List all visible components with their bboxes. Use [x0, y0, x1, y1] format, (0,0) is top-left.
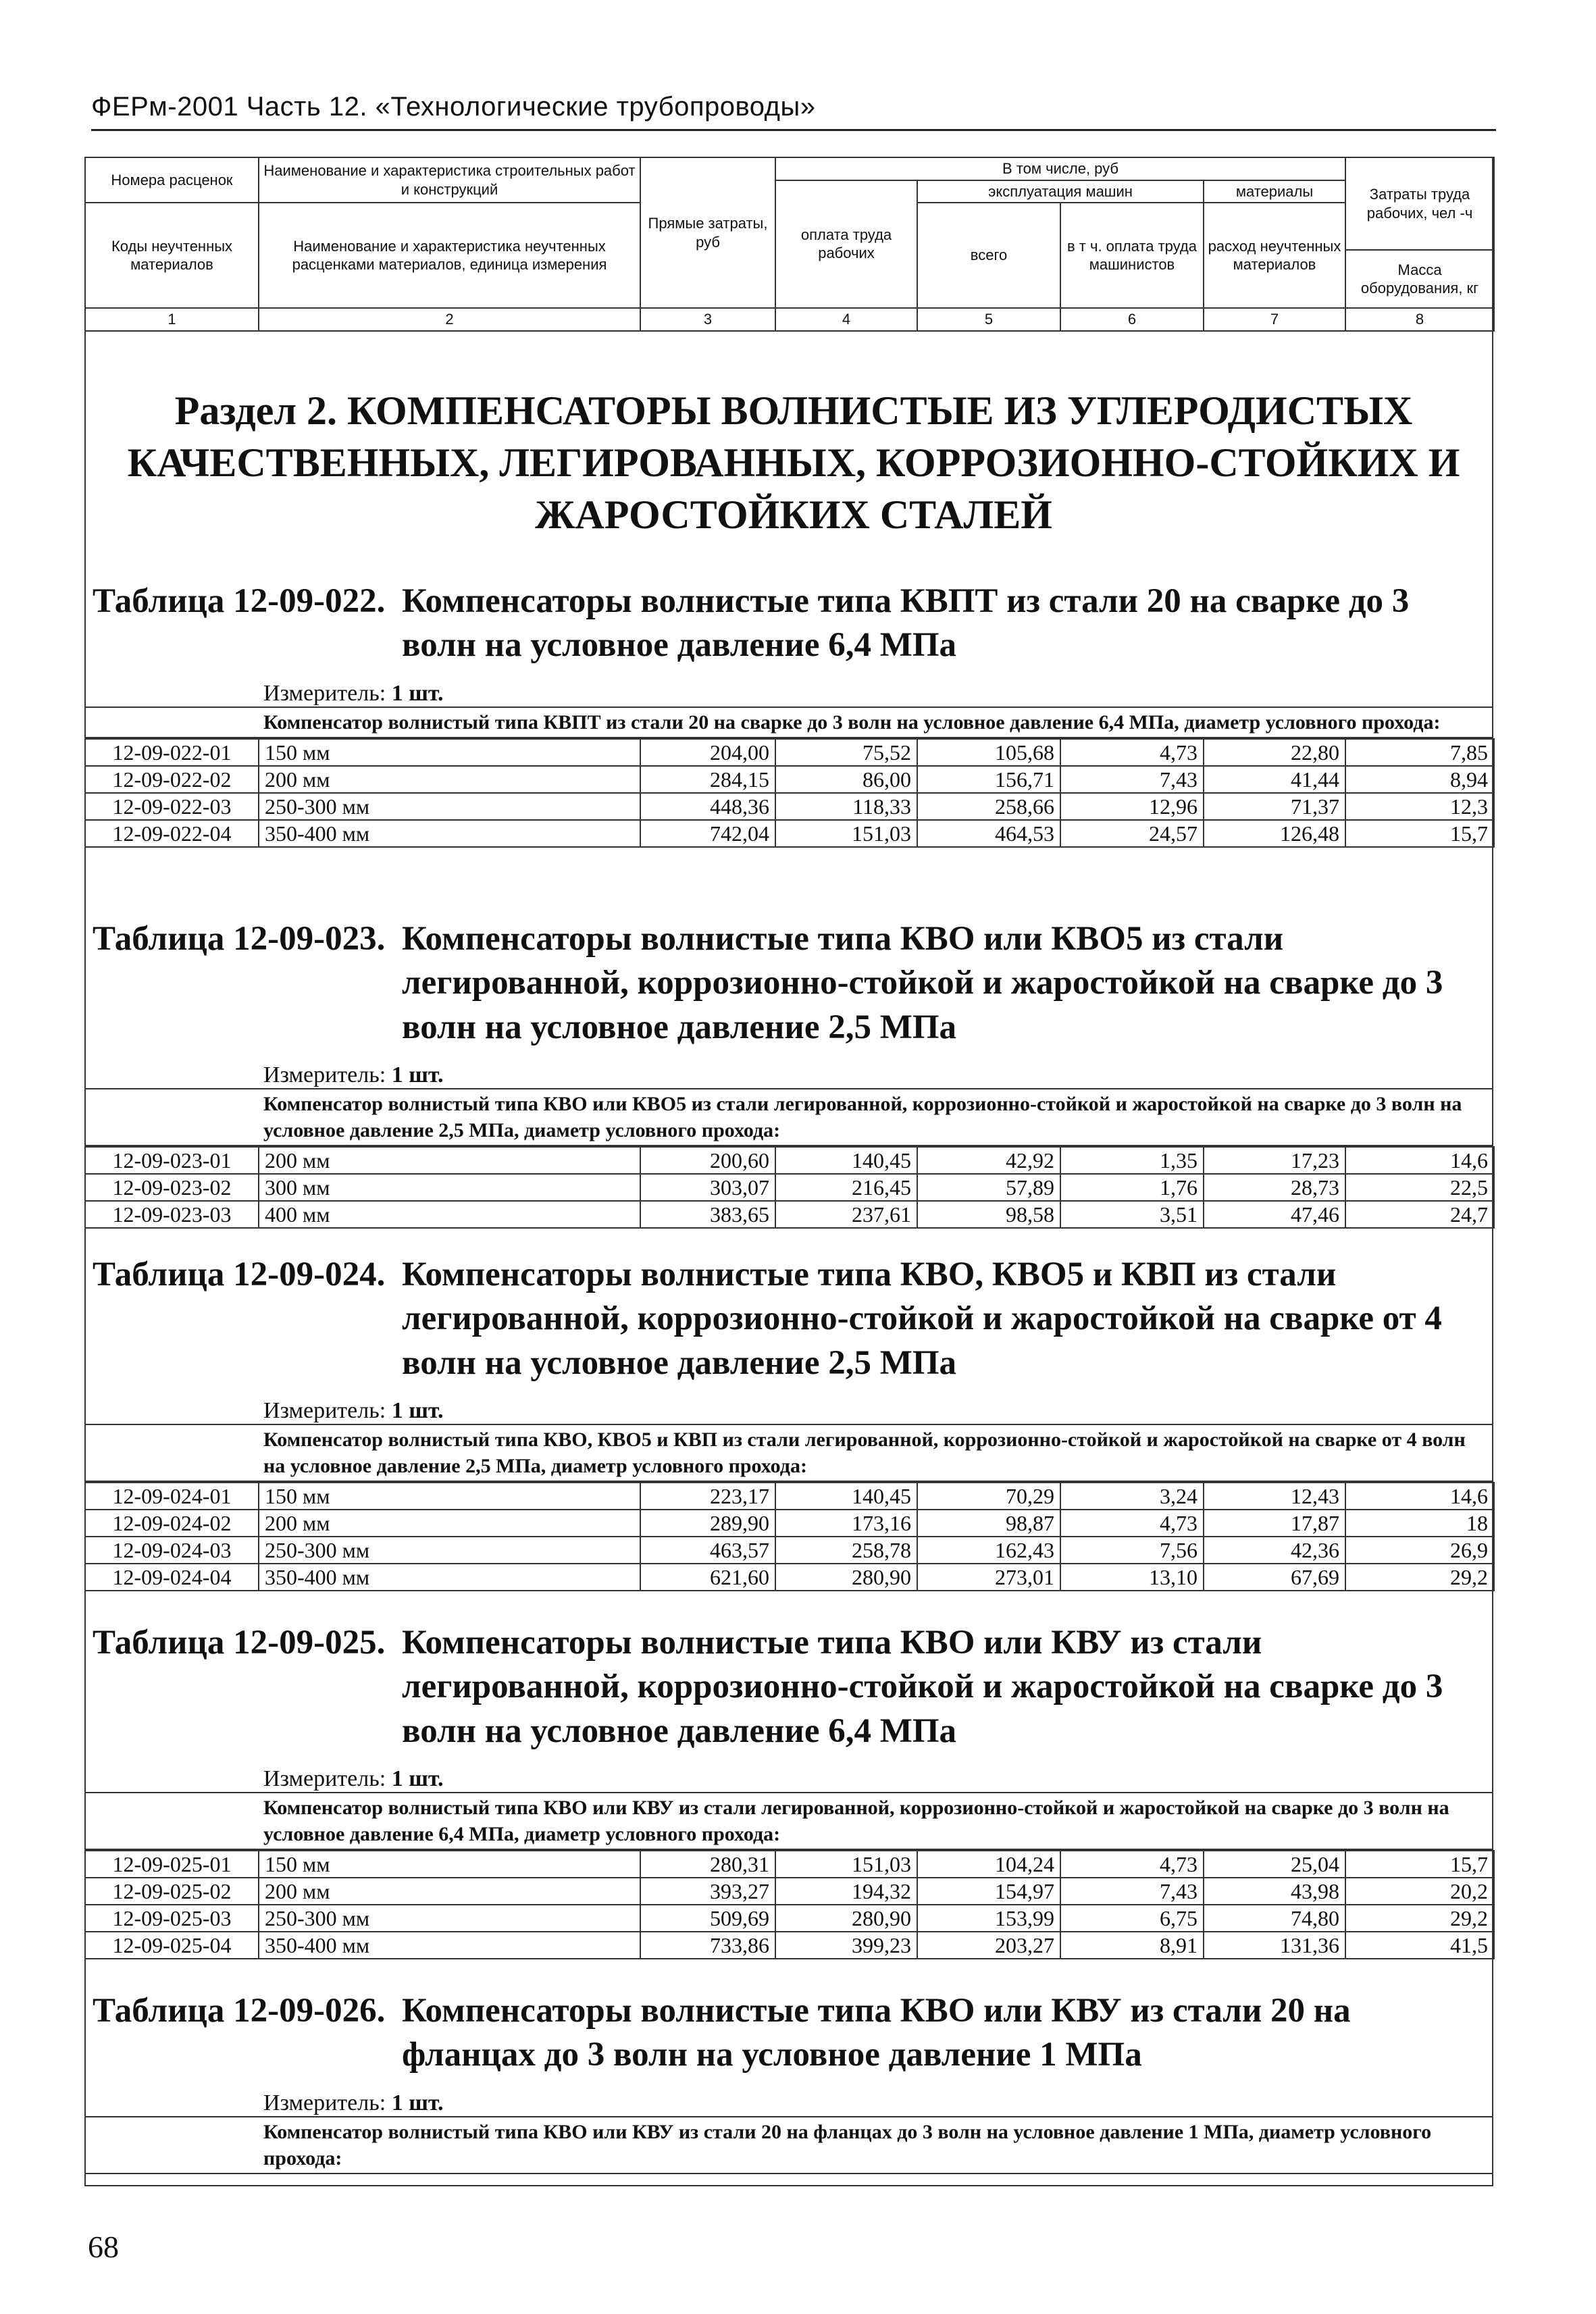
labor-costs-cell: 15,7: [1345, 1851, 1494, 1878]
header-direct-costs: Прямые затраты, руб: [640, 157, 775, 308]
table-row: [85, 1201, 1494, 1228]
material-usage-cell: 71,37: [1204, 793, 1345, 820]
table-number: Таблица 12-09-022.: [93, 582, 386, 620]
table-block-024: [84, 1253, 1493, 1591]
operator-pay-cell: 3,24: [1060, 1483, 1204, 1510]
operator-pay-cell: 4,73: [1060, 1851, 1204, 1878]
direct-costs-cell: 383,65: [640, 1201, 775, 1228]
direct-costs-cell: 223,17: [640, 1483, 775, 1510]
table-heading: [84, 1621, 1493, 1753]
direct-costs-cell: 509,69: [640, 1905, 775, 1932]
worker-pay-cell: 75,52: [775, 739, 917, 766]
rate-code-cell: 12-09-024-04: [85, 1564, 259, 1591]
labor-costs-cell: 14,6: [1345, 1147, 1494, 1174]
labor-costs-cell: 12,3: [1345, 793, 1494, 820]
worker-pay-cell: 280,90: [775, 1564, 917, 1591]
rate-code-cell: 12-09-025-04: [85, 1932, 259, 1959]
rate-code-cell: 12-09-024-03: [85, 1537, 259, 1564]
operator-pay-cell: 7,56: [1060, 1537, 1204, 1564]
unit-label: Измеритель:: [263, 1766, 386, 1791]
machine-total-cell: 258,66: [917, 793, 1060, 820]
table-number: Таблица 12-09-025.: [93, 1624, 386, 1662]
labor-costs-cell: 14,6: [1345, 1483, 1494, 1510]
table-row: [85, 1537, 1494, 1564]
column-number: 7: [1204, 308, 1345, 331]
direct-costs-cell: 742,04: [640, 820, 775, 847]
table-block-025: [84, 1621, 1493, 1959]
table-row: [85, 739, 1494, 766]
machine-total-cell: 98,87: [917, 1510, 1060, 1537]
table-number: Таблица 12-09-026.: [93, 1992, 386, 2030]
worker-pay-cell: 258,78: [775, 1537, 917, 1564]
table-row: [85, 1564, 1494, 1591]
rate-code-cell: 12-09-025-02: [85, 1878, 259, 1905]
operator-pay-cell: 3,51: [1060, 1201, 1204, 1228]
diameter-cell: 150 мм: [259, 1851, 640, 1878]
diameter-cell: 150 мм: [259, 739, 640, 766]
material-usage-cell: 22,80: [1204, 739, 1345, 766]
rate-code-cell: 12-09-024-01: [85, 1483, 259, 1510]
table-caption: Компенсатор волнистый типа КВО или КВУ из стали легированной, коррозионно-стойкой и жаростойкой на сварке до 3 волн на условное давление 6,4 МПа, диаметр условного прохода:: [84, 1792, 1493, 1850]
table-block-023: [84, 917, 1493, 1229]
measurement-unit: [263, 1397, 1493, 1424]
table-number: Таблица 12-09-024.: [93, 1256, 386, 1293]
column-header-table: [84, 157, 1495, 332]
table-row: [85, 820, 1494, 847]
labor-costs-cell: 24,7: [1345, 1201, 1494, 1228]
labor-costs-cell: 7,85: [1345, 739, 1494, 766]
table-title: Компенсаторы волнистые типа КВО или КВУ из стали легированной, коррозионно-стойкой и жаростойкой на сварке до 3 волн на условное давление 6,4 МПа: [402, 1624, 1443, 1750]
table-row: [85, 793, 1494, 820]
material-usage-cell: 17,23: [1204, 1147, 1345, 1174]
table-row: [85, 1483, 1494, 1510]
diameter-cell: 200 мм: [259, 1878, 640, 1905]
unit-label: Измеритель:: [263, 1062, 386, 1087]
header-worker-pay: оплата труда рабочих: [775, 180, 917, 309]
operator-pay-cell: 6,75: [1060, 1905, 1204, 1932]
unit-value: 1 шт.: [391, 1766, 444, 1791]
header-in-that: В том числе, руб: [775, 157, 1345, 180]
machine-total-cell: 464,53: [917, 820, 1060, 847]
material-usage-cell: 41,44: [1204, 766, 1345, 793]
direct-costs-cell: 200,60: [640, 1147, 775, 1174]
worker-pay-cell: 151,03: [775, 820, 917, 847]
header-machine-operation: эксплуатация машин: [917, 180, 1204, 203]
worker-pay-cell: 280,90: [775, 1905, 917, 1932]
table-heading: [84, 1253, 1493, 1385]
material-usage-cell: 126,48: [1204, 820, 1345, 847]
rate-code-cell: 12-09-022-01: [85, 739, 259, 766]
material-usage-cell: 28,73: [1204, 1174, 1345, 1201]
column-number: 4: [775, 308, 917, 331]
machine-total-cell: 42,92: [917, 1147, 1060, 1174]
table-row: [85, 1510, 1494, 1537]
measurement-unit: [263, 2090, 1493, 2116]
labor-costs-cell: 8,94: [1345, 766, 1494, 793]
diameter-cell: 350-400 мм: [259, 820, 640, 847]
column-number: 5: [917, 308, 1060, 331]
operator-pay-cell: 24,57: [1060, 820, 1204, 847]
machine-total-cell: 70,29: [917, 1483, 1060, 1510]
worker-pay-cell: 216,45: [775, 1174, 917, 1201]
diameter-cell: 200 мм: [259, 1147, 640, 1174]
machine-total-cell: 104,24: [917, 1851, 1060, 1878]
header-machine-total: всего: [917, 203, 1060, 308]
unit-value: 1 шт.: [391, 2090, 444, 2115]
labor-costs-cell: 41,5: [1345, 1932, 1494, 1959]
worker-pay-cell: 194,32: [775, 1878, 917, 1905]
machine-total-cell: 105,68: [917, 739, 1060, 766]
worker-pay-cell: 399,23: [775, 1932, 917, 1959]
operator-pay-cell: 7,43: [1060, 1878, 1204, 1905]
table-row: [85, 1932, 1494, 1959]
table-row: [85, 1905, 1494, 1932]
worker-pay-cell: 237,61: [775, 1201, 917, 1228]
diameter-cell: 400 мм: [259, 1201, 640, 1228]
operator-pay-cell: 8,91: [1060, 1932, 1204, 1959]
measurement-unit: [263, 1062, 1493, 1088]
diameter-cell: 150 мм: [259, 1483, 640, 1510]
material-usage-cell: 43,98: [1204, 1878, 1345, 1905]
diameter-cell: 250-300 мм: [259, 1537, 640, 1564]
unit-label: Измеритель:: [263, 1397, 386, 1423]
direct-costs-cell: 463,57: [640, 1537, 775, 1564]
labor-costs-cell: 29,2: [1345, 1905, 1494, 1932]
rate-code-cell: 12-09-023-03: [85, 1201, 259, 1228]
direct-costs-cell: 448,36: [640, 793, 775, 820]
machine-total-cell: 154,97: [917, 1878, 1060, 1905]
direct-costs-cell: 621,60: [640, 1564, 775, 1591]
labor-costs-cell: 15,7: [1345, 820, 1494, 847]
header-materials: материалы: [1204, 180, 1345, 203]
rate-code-cell: 12-09-025-01: [85, 1851, 259, 1878]
rates-table: [84, 1482, 1495, 1591]
rates-table: [84, 1146, 1495, 1229]
material-usage-cell: 74,80: [1204, 1905, 1345, 1932]
unit-label: Измеритель:: [263, 680, 386, 706]
header-rate-numbers: Номера расценок: [85, 157, 259, 203]
table-caption: Компенсатор волнистый типа КВО или КВО5 из стали легированной, коррозионно-стойкой и жаростойкой на сварке до 3 волн на условное давление 2,5 МПа, диаметр условного прохода:: [84, 1088, 1493, 1146]
diameter-cell: 200 мм: [259, 1510, 640, 1537]
machine-total-cell: 156,71: [917, 766, 1060, 793]
operator-pay-cell: 12,96: [1060, 793, 1204, 820]
column-number: 1: [85, 308, 259, 331]
diameter-cell: 350-400 мм: [259, 1564, 640, 1591]
operator-pay-cell: 1,35: [1060, 1147, 1204, 1174]
direct-costs-cell: 393,27: [640, 1878, 775, 1905]
direct-costs-cell: 303,07: [640, 1174, 775, 1201]
header-material-codes: Коды неучтенных материалов: [85, 203, 259, 308]
material-usage-cell: 131,36: [1204, 1932, 1345, 1959]
material-usage-cell: 42,36: [1204, 1537, 1345, 1564]
table-block-022: [84, 580, 1493, 848]
machine-total-cell: 162,43: [917, 1537, 1060, 1564]
table-heading: [84, 580, 1493, 668]
header-work-name: Наименование и характеристика строительных работ и конструкций: [259, 157, 640, 203]
unit-value: 1 шт.: [391, 1397, 444, 1423]
table-row: [85, 1147, 1494, 1174]
header-labor-costs: Затраты труда рабочих, чел -ч: [1345, 157, 1494, 250]
column-number: 8: [1345, 308, 1494, 331]
page-header: ФЕРм-2001 Часть 12. «Технологические трубопроводы»: [91, 92, 1496, 131]
worker-pay-cell: 86,00: [775, 766, 917, 793]
header-material-name: Наименование и характеристика неучтенных расценками материалов, единица измерения: [259, 203, 640, 308]
table-heading: [84, 1989, 1493, 2078]
column-number: 3: [640, 308, 775, 331]
measurement-unit: [263, 680, 1493, 706]
rate-code-cell: 12-09-022-04: [85, 820, 259, 847]
table-number: Таблица 12-09-023.: [93, 920, 386, 958]
diameter-cell: 300 мм: [259, 1174, 640, 1201]
table-title: Компенсаторы волнистые типа КВПТ из стали 20 на сварке до 3 волн на условное давление 6,4 МПа: [402, 582, 1410, 665]
labor-costs-cell: 26,9: [1345, 1537, 1494, 1564]
direct-costs-cell: 733,86: [640, 1932, 775, 1959]
rates-table: [84, 1850, 1495, 1959]
header-equipment-mass: Масса оборудования, кг: [1345, 250, 1494, 308]
material-usage-cell: 25,04: [1204, 1851, 1345, 1878]
table-row: [85, 1851, 1494, 1878]
material-usage-cell: 47,46: [1204, 1201, 1345, 1228]
machine-total-cell: 98,58: [917, 1201, 1060, 1228]
direct-costs-cell: 289,90: [640, 1510, 775, 1537]
diameter-cell: 250-300 мм: [259, 1905, 640, 1932]
table-caption: Компенсатор волнистый типа КВПТ из стали 20 на сварке до 3 волн на условное давление 6,4 МПа, диаметр условного прохода:: [84, 706, 1493, 738]
operator-pay-cell: 4,73: [1060, 1510, 1204, 1537]
worker-pay-cell: 118,33: [775, 793, 917, 820]
machine-total-cell: 57,89: [917, 1174, 1060, 1201]
measurement-unit: [263, 1766, 1493, 1792]
direct-costs-cell: 284,15: [640, 766, 775, 793]
table-caption: Компенсатор волнистый типа КВО или КВУ из стали 20 на фланцах до 3 волн на условное давление 1 МПа, диаметр условного прохода:: [84, 2116, 1493, 2174]
table-title: Компенсаторы волнистые типа КВО, КВО5 и КВП из стали легированной, коррозионно-стойкой и жаростойкой на сварке от 4 волн на условное давление 2,5 МПа: [402, 1256, 1442, 1382]
labor-costs-cell: 22,5: [1345, 1174, 1494, 1201]
column-number: 6: [1060, 308, 1204, 331]
table-row: [85, 766, 1494, 793]
worker-pay-cell: 140,45: [775, 1483, 917, 1510]
material-usage-cell: 67,69: [1204, 1564, 1345, 1591]
column-number: 2: [259, 308, 640, 331]
table-caption: Компенсатор волнистый типа КВО, КВО5 и КВП из стали легированной, коррозионно-стойкой и жаростойкой на сварке от 4 волн на условное давление 2,5 МПа, диаметр условного прохода:: [84, 1424, 1493, 1482]
rate-code-cell: 12-09-023-01: [85, 1147, 259, 1174]
operator-pay-cell: 13,10: [1060, 1564, 1204, 1591]
rates-table: [84, 738, 1495, 848]
operator-pay-cell: 7,43: [1060, 766, 1204, 793]
direct-costs-cell: 204,00: [640, 739, 775, 766]
labor-costs-cell: 18: [1345, 1510, 1494, 1537]
table-title: Компенсаторы волнистые типа КВО или КВУ из стали 20 на фланцах до 3 волн на условное давление 1 МПа: [402, 1992, 1351, 2074]
labor-costs-cell: 29,2: [1345, 1564, 1494, 1591]
table-heading: [84, 917, 1493, 1050]
operator-pay-cell: 1,76: [1060, 1174, 1204, 1201]
table-block-026: [84, 1989, 1493, 2174]
header-material-usage: расход неучтенных материалов: [1204, 203, 1345, 308]
page-number: 68: [88, 2230, 119, 2264]
rate-code-cell: 12-09-024-02: [85, 1510, 259, 1537]
machine-total-cell: 273,01: [917, 1564, 1060, 1591]
diameter-cell: 350-400 мм: [259, 1932, 640, 1959]
diameter-cell: 200 мм: [259, 766, 640, 793]
section-title: Раздел 2. КОМПЕНСАТОРЫ ВОЛНИСТЫЕ ИЗ УГЛЕРОДИСТЫХ КАЧЕСТВЕННЫХ, ЛЕГИРОВАННЫХ, КОРРОЗИОННО-СТОЙКИХ И ЖАРОСТОЙКИХ СТАЛЕЙ: [127, 388, 1460, 537]
header-operator-pay: в т ч. оплата труда машинистов: [1060, 203, 1204, 308]
machine-total-cell: 203,27: [917, 1932, 1060, 1959]
rate-code-cell: 12-09-023-02: [85, 1174, 259, 1201]
machine-total-cell: 153,99: [917, 1905, 1060, 1932]
rate-code-cell: 12-09-022-02: [85, 766, 259, 793]
material-usage-cell: 12,43: [1204, 1483, 1345, 1510]
worker-pay-cell: 173,16: [775, 1510, 917, 1537]
table-title: Компенсаторы волнистые типа КВО или КВО5 из стали легированной, коррозионно-стойкой и жаростойкой на сварке до 3 волн на условное давление 2,5 МПа: [402, 920, 1443, 1046]
unit-value: 1 шт.: [391, 1062, 444, 1087]
table-row: [85, 1878, 1494, 1905]
unit-value: 1 шт.: [391, 680, 444, 706]
worker-pay-cell: 151,03: [775, 1851, 917, 1878]
labor-costs-cell: 20,2: [1345, 1878, 1494, 1905]
worker-pay-cell: 140,45: [775, 1147, 917, 1174]
operator-pay-cell: 4,73: [1060, 739, 1204, 766]
table-row: [85, 1174, 1494, 1201]
unit-label: Измеритель:: [263, 2090, 386, 2115]
rate-code-cell: 12-09-025-03: [85, 1905, 259, 1932]
rate-code-cell: 12-09-022-03: [85, 793, 259, 820]
diameter-cell: 250-300 мм: [259, 793, 640, 820]
direct-costs-cell: 280,31: [640, 1851, 775, 1878]
material-usage-cell: 17,87: [1204, 1510, 1345, 1537]
